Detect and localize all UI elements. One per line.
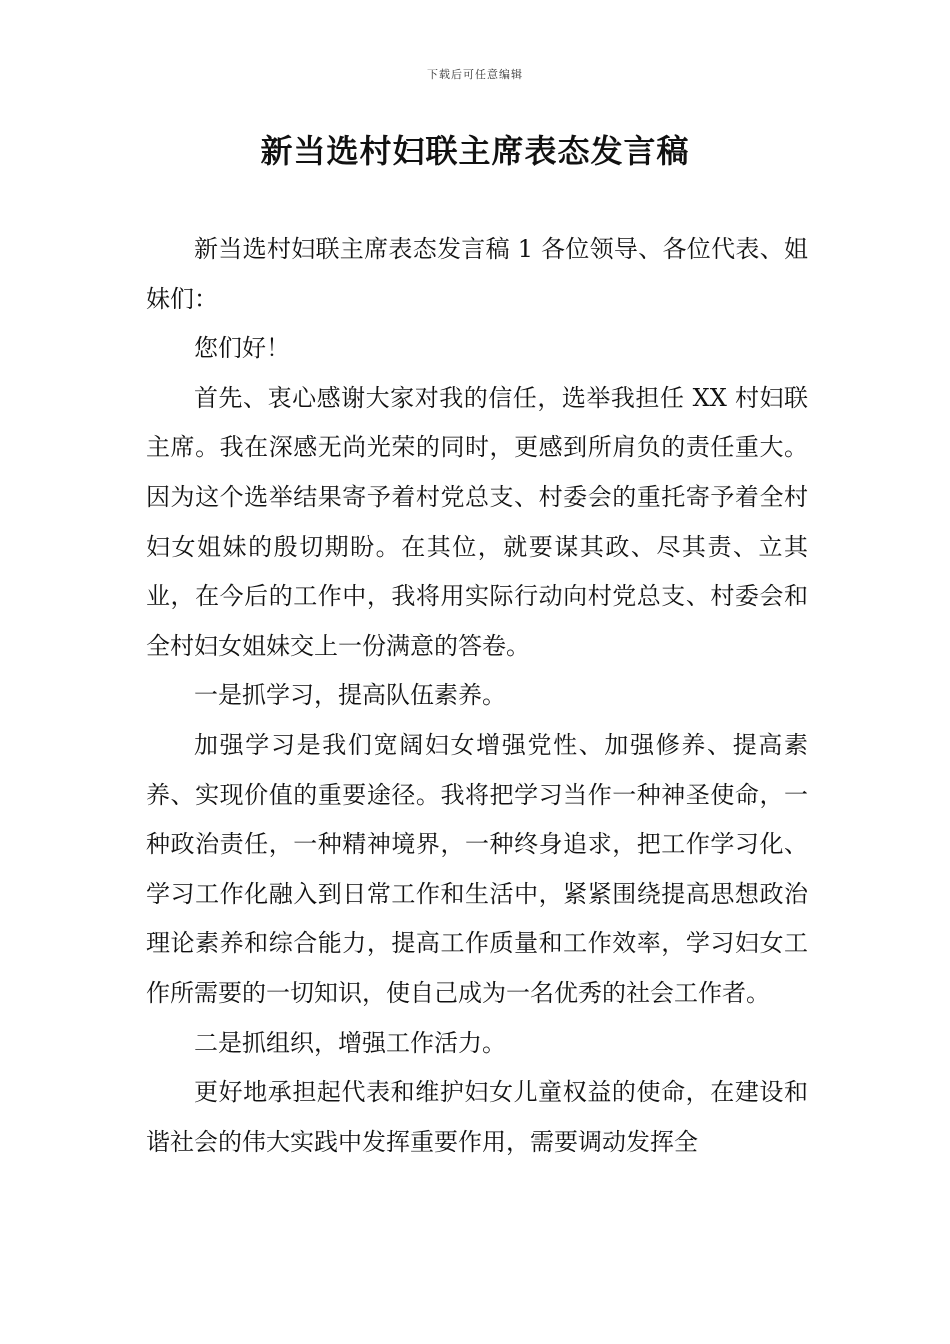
paragraph: 更好地承担起代表和维护妇女儿童权益的使命，在建设和谐社会的伟大实践中发挥重要作用，需要调动发挥全	[146, 1078, 808, 1156]
header-note: 下载后可任意编辑	[427, 68, 523, 81]
paragraph: 首先、衷心感谢大家对我的信任，选举我担任 XX 村妇联主席。我在深感无尚光荣的同时，更感到所肩负的责任重大。因为这个选举结果寄予着村党总支、村委会的重托寄予着全村妇女姐妹的殷切期盼。在其位，就要谋其政、尽其责、立其业，在今后的工作中，我将用实际行动向村党总支、村委会和全村妇女姐妹交上一份满意的答卷。	[146, 383, 808, 660]
document-title: 新当选村妇联主席表态发言稿	[260, 132, 690, 170]
paragraph: 一是抓学习，提高队伍素养。	[194, 681, 506, 710]
paragraph: 新当选村妇联主席表态发言稿 1 各位领导、各位代表、姐妹们：	[146, 235, 808, 313]
document-body	[146, 225, 808, 1167]
paragraph: 二是抓组织，增强工作活力。	[194, 1028, 506, 1057]
paragraph: 加强学习是我们宽阔妇女增强党性、加强修养、提高素养、实现价值的重要途径。我将把学习当作一种神圣使命，一种政治责任，一种精神境界，一种终身追求，把工作学习化、学习工作化融入到日常工作和生活中，紧紧围绕提高思想政治理论素养和综合能力，提高工作质量和工作效率，学习妇女工作所需要的一切知识，使自己成为一名优秀的社会工作者。	[146, 730, 808, 1007]
paragraph: 您们好！	[194, 334, 290, 363]
